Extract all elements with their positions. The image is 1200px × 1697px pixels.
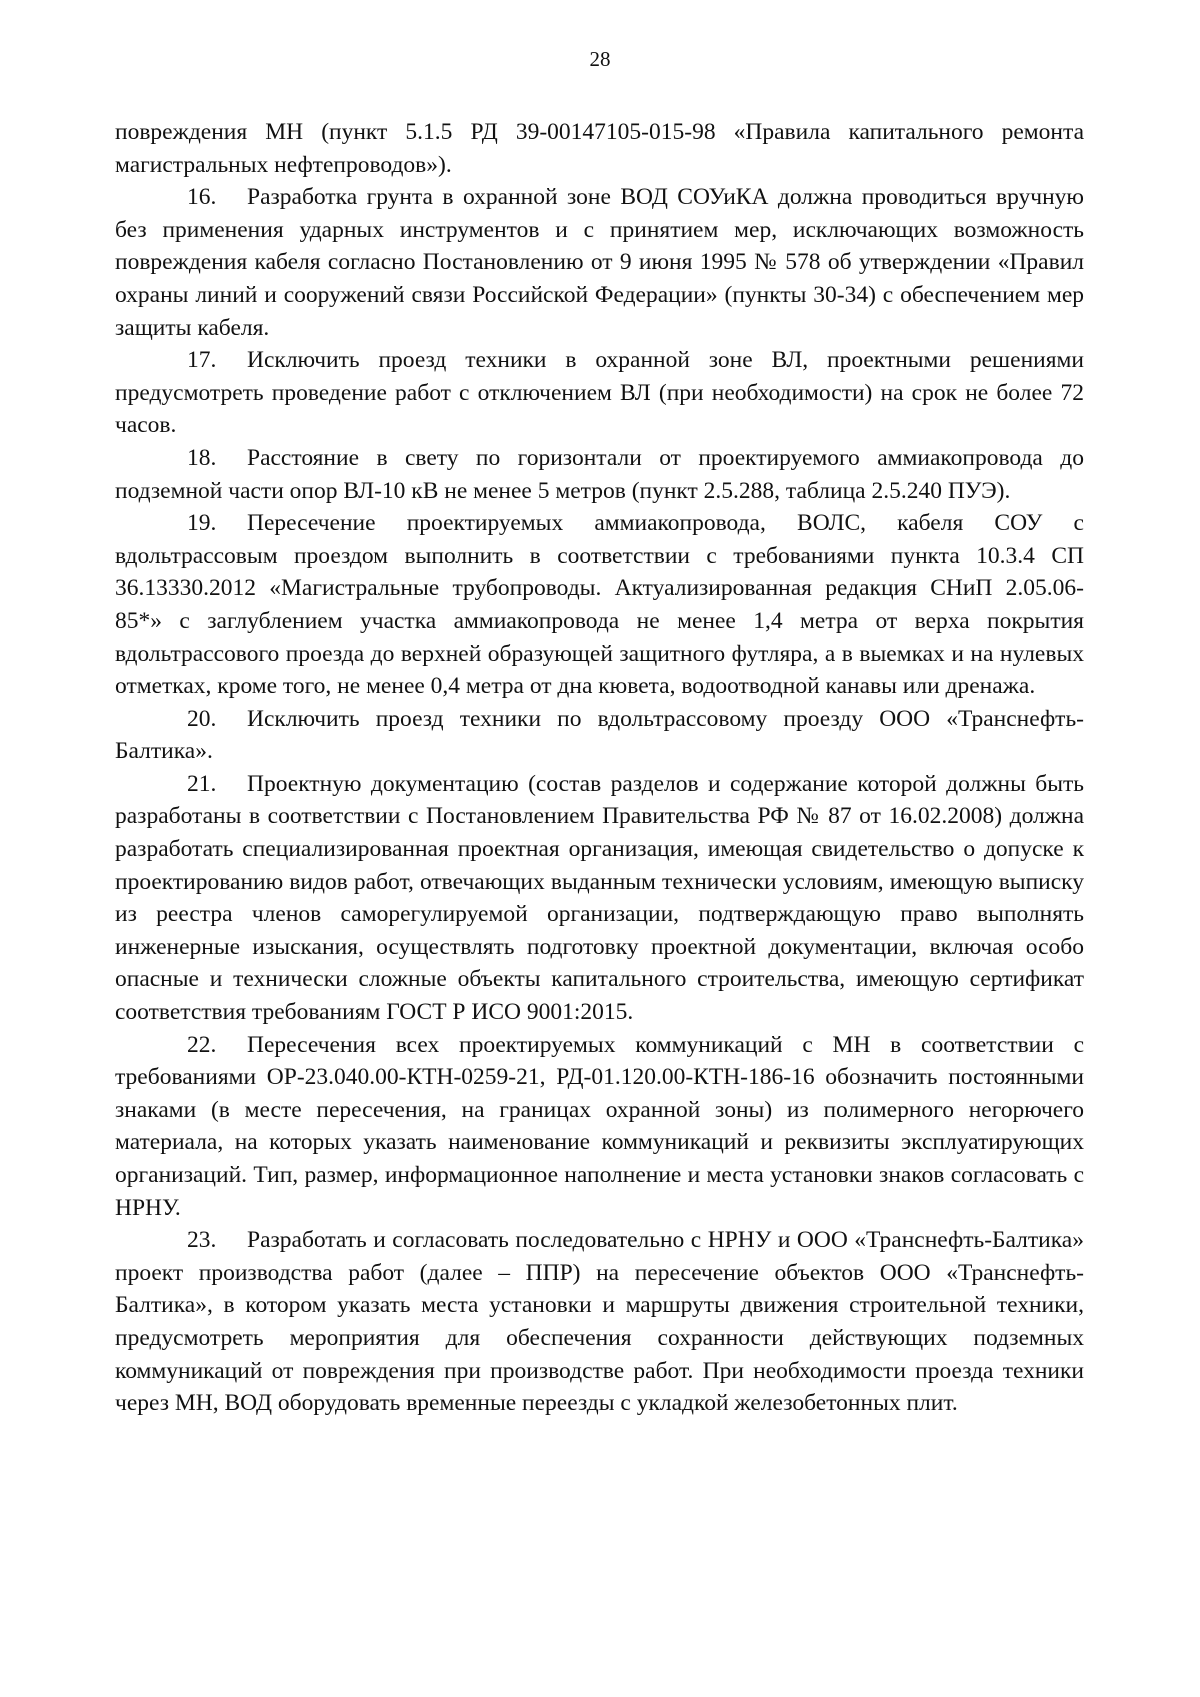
item-text: Пересечения всех проектируемых коммуникаций с МН в соответствии с требованиями ОР-23.040.00-КТН-0259-21, РД-01.120.00-КТН-186-16 обозначить постоянными знаками (в месте пересечения, на границах охранной зоны) из полимерного негорючего материала, на которых указать наименование коммуникаций и реквизиты эксплуатирующих организаций. Тип, размер, информационное наполнение и места установки знаков согласовать с НРНУ. <box>115 1031 1084 1221</box>
list-item <box>115 768 1084 1029</box>
list-item <box>115 1029 1084 1225</box>
item-number: 17. <box>187 347 217 374</box>
item-number: 16. <box>187 184 217 211</box>
list-item <box>115 442 1084 507</box>
list-item <box>115 703 1084 768</box>
item-text: Разработать и согласовать последовательно с НРНУ и ООО «Транснефть-Балтика» проект производства работ (далее – ППР) на пересечение объектов ООО «Транснефть-Балтика», в котором указать места установки и маршруты движения строительной техники, предусмотреть мероприятия для обеспечения сохранности действующих подземных коммуникаций от повреждения при производстве работ. При необходимости проезда техники через МН, ВОД оборудовать временные переезды с укладкой железобетонных плит. <box>115 1227 1084 1417</box>
page-number: 28 <box>589 47 611 71</box>
list-item <box>115 507 1084 703</box>
item-number: 22. <box>187 1031 217 1058</box>
continuation-paragraph: повреждения МН (пункт 5.1.5 РД 39-00147105-015-98 «Правила капитального ремонта магистральных нефтепроводов»). <box>115 119 1084 178</box>
item-text: Исключить проезд техники в охранной зоне ВЛ, проектными решениями предусмотреть проведение работ с отключением ВЛ (при необходимости) на срок не более 72 часов. <box>115 347 1084 439</box>
item-number: 23. <box>187 1227 217 1254</box>
item-number: 19. <box>187 510 217 537</box>
list-item <box>115 344 1084 442</box>
item-number: 21. <box>187 770 217 797</box>
item-text: Расстояние в свету по горизонтали от проектируемого аммиакопровода до подземной части опор ВЛ-10 кВ не менее 5 метров (пункт 2.5.288, таблица 2.5.240 ПУЭ). <box>115 444 1084 504</box>
item-text: Исключить проезд техники по вдольтрассовому проезду ООО «Транснефть-Балтика». <box>115 705 1084 765</box>
item-number: 18. <box>187 444 217 471</box>
item-text: Пересечение проектируемых аммиакопровода, ВОЛС, кабеля СОУ с вдольтрассовым проездом выполнить в соответствии с требованиями пункта 10.3.4 СП 36.13330.2012 «Магистральные трубопроводы. Актуализированная редакция СНиП 2.05.06-85*» с заглублением участка аммиакопровода не менее 1,4 метра от верха покрытия вдольтрассового проезда до верхней образующей защитного футляра, а в выемках и на нулевых отметках, кроме того, не менее 0,4 метра от дна кювета, водоотводной канавы или дренажа. <box>115 510 1084 700</box>
list-item <box>115 181 1084 344</box>
list-item <box>115 1224 1084 1420</box>
item-number: 20. <box>187 705 217 732</box>
item-text: Проектную документацию (состав разделов и содержание которой должны быть разработаны в соответствии с Постановлением Правительства РФ № 87 от 16.02.2008) должна разработать специализированная проектная организация, имеющая свидетельство о допуске к проектированию видов работ, отвечающих выданным технически условиям, имеющую выписку из реестра членов саморегулируемой организации, подтверждающую право выполнять инженерные изыскания, осуществлять подготовку проектной документации, включая особо опасные и технически сложные объекты капитального строительства, имеющую сертификат соответствия требованиям ГОСТ Р ИСО 9001:2015. <box>115 770 1084 1026</box>
document-body <box>115 116 1084 1420</box>
item-text: Разработка грунта в охранной зоне ВОД СОУиКА должна проводиться вручную без применения ударных инструментов и с принятием мер, исключающих возможность повреждения кабеля согласно Постановлению от 9 июня 1995 № 578 об утверждении «Правил охраны линий и сооружений связи Российской Федерации» (пункты 30-34) с обеспечением мер защиты кабеля. <box>115 184 1084 341</box>
